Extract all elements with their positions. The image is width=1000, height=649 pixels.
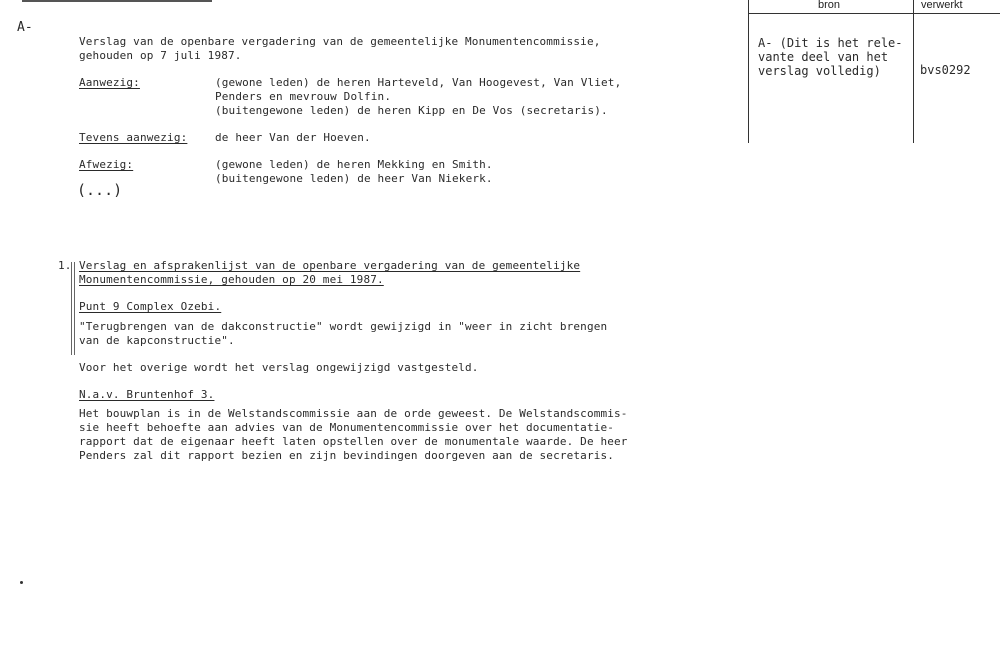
- point-line-1: "Terugbrengen van de dakconstructie" wordt gewijzigd in "weer in zicht brengen: [79, 320, 608, 333]
- table-bron-line-2: vante deel van het: [758, 50, 889, 64]
- point-heading: Punt 9 Complex Ozebi.: [79, 300, 222, 313]
- item-title-line-1: Verslag en afsprakenlijst van de openbare vergadering van de gemeentelijke: [79, 259, 581, 272]
- point-line-2: van de kapconstructie".: [79, 334, 235, 347]
- nav-line-3: rapport dat de eigenaar heeft laten opstellen over de monumentale waarde. De heer: [79, 435, 628, 448]
- item-number: 1.: [58, 259, 72, 272]
- header-line-2: gehouden op 7 juli 1987.: [79, 49, 242, 62]
- margin-mark: A-: [17, 20, 33, 35]
- ellipsis: (...): [77, 181, 123, 199]
- table-verwerkt-value: bvs0292: [920, 63, 971, 77]
- present-label: Aanwezig:: [79, 76, 140, 89]
- table-bron-line-1: A- (Dit is het rele-: [758, 36, 903, 50]
- remainder-text: Voor het overige wordt het verslag ongewijzigd vastgesteld.: [79, 361, 479, 374]
- nav-line-4: Penders zal dit rapport bezien en zijn bevindingen doorgeven aan de secretaris.: [79, 449, 615, 462]
- absent-line-2: (buitengewone leden) de heer Van Niekerk.: [215, 172, 493, 185]
- nav-heading: N.a.v. Bruntenhof 3.: [79, 388, 215, 401]
- header-line-1: Verslag van de openbare vergadering van de gemeentelijke Monumentencommissie,: [79, 35, 601, 48]
- present-line-3: (buitengewone leden) de heren Kipp en De Vos (secretaris).: [215, 104, 608, 117]
- also-present-label: Tevens aanwezig:: [79, 131, 188, 144]
- present-line-1: (gewone leden) de heren Harteveld, Van Hoogevest, Van Vliet,: [215, 76, 622, 89]
- also-present-text: de heer Van der Hoeven.: [215, 131, 371, 144]
- margin-bar-inner: [74, 262, 75, 355]
- stray-dot: [20, 581, 23, 584]
- table-mid-border: [913, 0, 914, 143]
- table-header-verwerkt: verwerkt: [921, 0, 963, 11]
- table-header-bron: bron: [818, 0, 841, 11]
- item-title-line-2: Monumentencommissie, gehouden op 20 mei 1987.: [79, 273, 384, 286]
- nav-line-2: sie heeft behoefte aan advies van de Monumentencommissie over het documentatie-: [79, 421, 615, 434]
- absent-label: Afwezig:: [79, 158, 134, 171]
- nav-line-1: Het bouwplan is in de Welstandscommissie aan de orde geweest. De Welstandscommis-: [79, 407, 628, 420]
- table-bron-line-3: verslag volledig): [758, 64, 881, 78]
- table-header-rule: [748, 13, 1000, 14]
- table-left-border: [748, 0, 749, 143]
- top-rule: [22, 0, 212, 2]
- absent-line-1: (gewone leden) de heren Mekking en Smith.: [215, 158, 493, 171]
- margin-bar-outer: [71, 262, 72, 355]
- present-line-2: Penders en mevrouw Dolfin.: [215, 90, 392, 103]
